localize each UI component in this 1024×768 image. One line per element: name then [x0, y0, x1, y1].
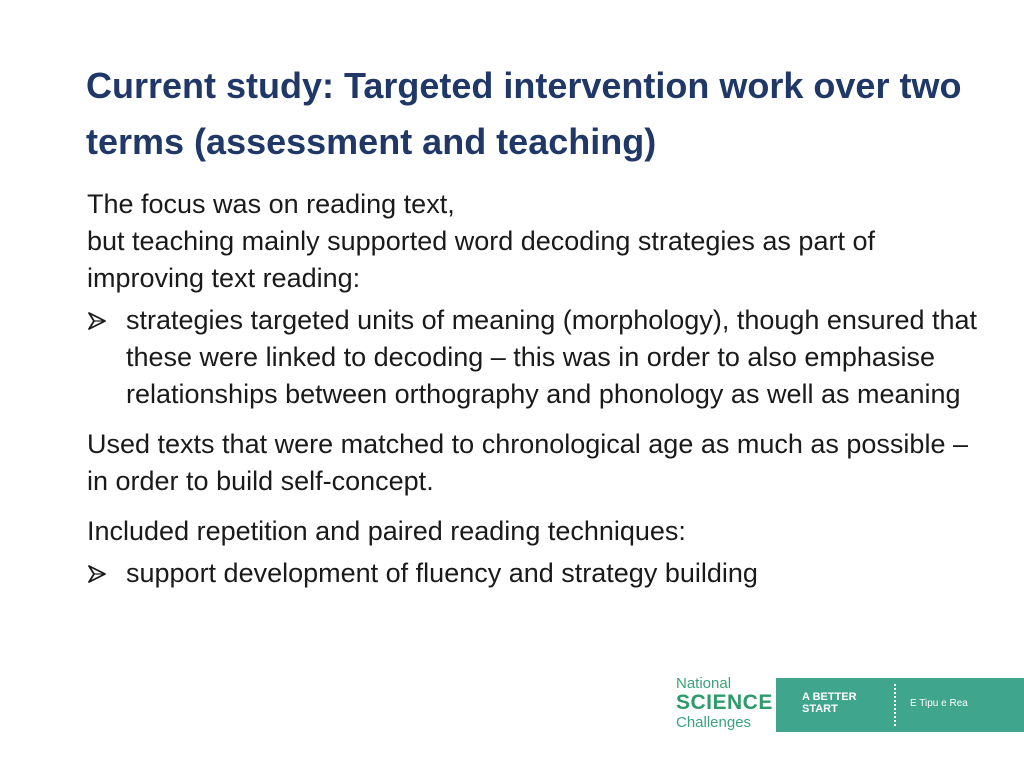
logo-national-text: National [676, 675, 732, 692]
a-better-start-band [776, 678, 1024, 732]
slide-title: Current study: Targeted intervention work over two terms (assessment and teaching) [86, 65, 962, 162]
arrow-bullet-icon [87, 555, 107, 584]
arrow-bullet-icon [87, 302, 107, 331]
logo-challenges-text: Challenges [676, 714, 752, 731]
national-science-challenges-logo [676, 676, 776, 736]
bullet-item [87, 302, 987, 413]
slide-body [87, 186, 987, 592]
band-title: A BETTER START [802, 691, 857, 715]
paragraph: Included repetition and paired reading techniques: [87, 516, 686, 546]
bullet-text: support development of fluency and strategy building [126, 558, 758, 588]
bullet-item [87, 555, 987, 592]
band-tagline: E Tipu e Rea [910, 698, 968, 709]
intro-line-1: The focus was on reading text, [87, 189, 455, 219]
bullet-text: strategies targeted units of meaning (morphology), though ensured that these were linked to decoding – this was in order to also emphasise relationships between orthography and phonology as well as meaning [126, 305, 978, 409]
paragraph: Used texts that were matched to chronological age as much as possible – in order to build self-concept. [87, 429, 968, 496]
intro-line-2: but teaching mainly supported word decoding strategies as part of improving text reading: [87, 226, 875, 293]
band-divider [894, 684, 896, 726]
logo-science-text: SCIENCE [676, 691, 773, 714]
